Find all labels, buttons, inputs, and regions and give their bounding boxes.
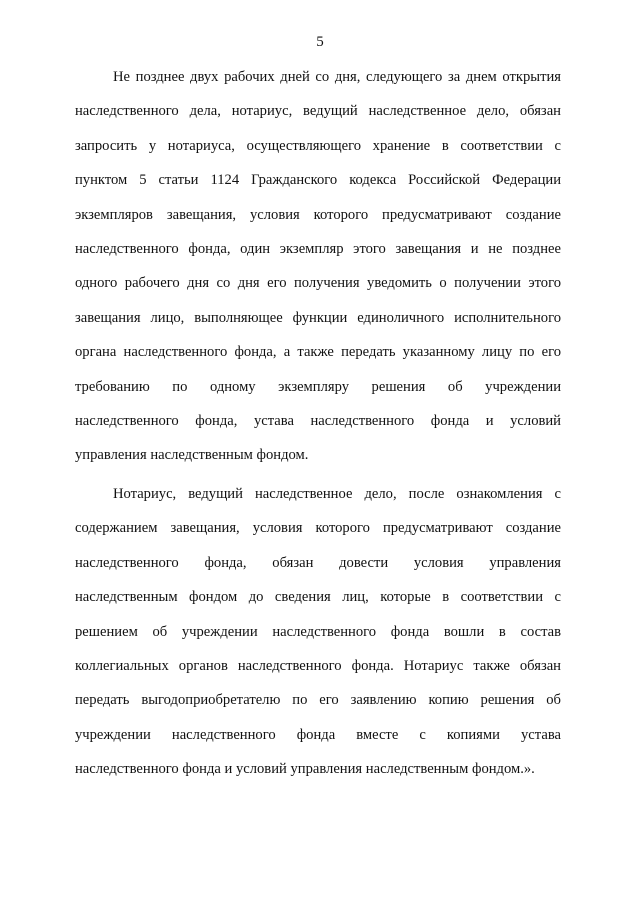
text-line: коллегиальных органов наследственного фонда. Нотариус также обязан bbox=[75, 657, 561, 674]
text-line: завещания лицо, выполняющее функции единоличного исполнительного bbox=[75, 309, 561, 326]
text-line: Не позднее двух рабочих дней со дня, следующего за днем открытия bbox=[113, 69, 561, 85]
text-line: наследственного фонда и условий управления наследственным фондом.». bbox=[75, 761, 535, 778]
text-line: наследственного фонда, один экземпляр этого завещания и не позднее bbox=[75, 240, 561, 257]
text-line: требованию по одному экземпляру решения об учреждении bbox=[75, 378, 561, 395]
paragraph-1 bbox=[75, 60, 561, 473]
text-line: содержанием завещания, условия которого предусматривают создание bbox=[75, 520, 561, 537]
text-line: экземпляров завещания, условия которого предусматривают создание bbox=[75, 206, 561, 223]
page-number: 5 bbox=[316, 34, 324, 50]
text-line: наследственным фондом до сведения лиц, которые в соответствии с bbox=[75, 589, 561, 606]
text-line: наследственного фонда, обязан довести условия управления bbox=[75, 554, 561, 571]
text-line: запросить у нотариуса, осуществляющего хранение в соответствии с bbox=[75, 137, 561, 154]
paragraph-2 bbox=[75, 477, 561, 787]
text-line: учреждении наследственного фонда вместе с копиями устава bbox=[75, 726, 561, 743]
text-line: наследственного фонда, устава наследственного фонда и условий bbox=[75, 412, 561, 429]
text-line: наследственного дела, нотариус, ведущий наследственное дело, обязан bbox=[75, 103, 561, 120]
text-line: решением об учреждении наследственного фонда вошли в состав bbox=[75, 623, 561, 640]
text-line: управления наследственным фондом. bbox=[75, 447, 309, 464]
text-line: передать выгодоприобретателю по его заявлению копию решения об bbox=[75, 692, 561, 709]
text-line: одного рабочего дня со дня его получения уведомить о получении этого bbox=[75, 275, 561, 292]
text-line: органа наследственного фонда, а также передать указанному лицу по его bbox=[75, 344, 561, 361]
text-line: пунктом 5 статьи 1124 Гражданского кодекса Российской Федерации bbox=[75, 172, 561, 189]
text-line: Нотариус, ведущий наследственное дело, после ознакомления с bbox=[113, 486, 561, 502]
